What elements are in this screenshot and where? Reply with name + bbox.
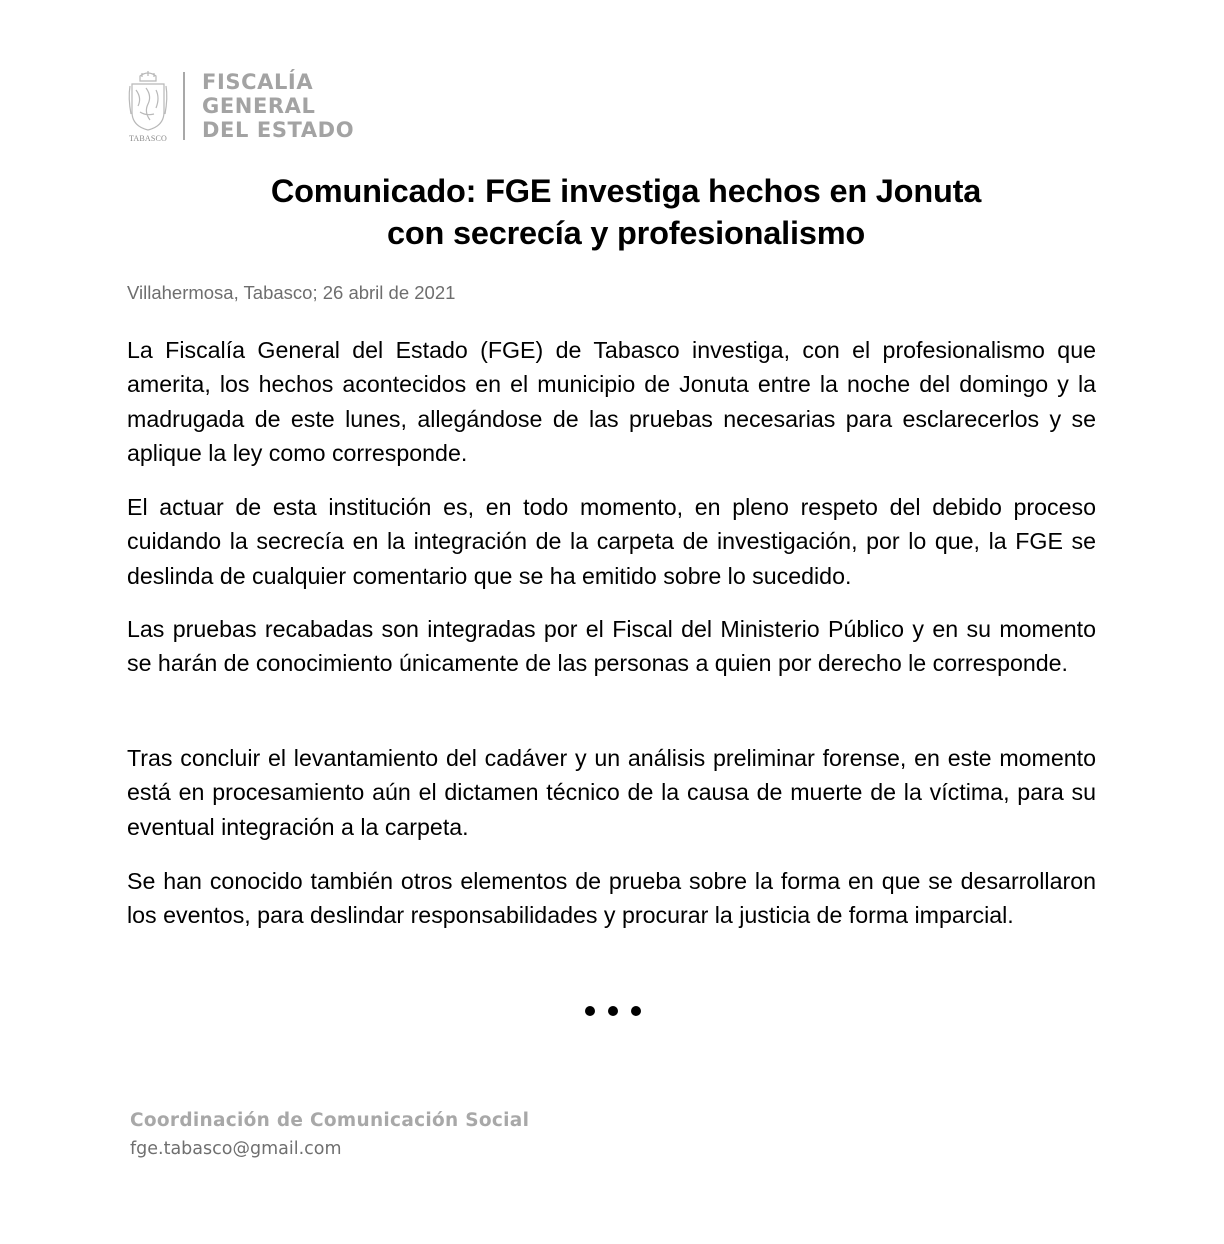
paragraph: La Fiscalía General del Estado (FGE) de Tabasco investiga, con el profesionalismo que amerita, los hechos acontecidos en el municipio de Jonuta entre la noche del domingo y la madrugada de este lunes, allegándose de las pruebas necesarias para esclarecerlos y se aplique la ley como corresponde. [127, 337, 1096, 466]
paragraph: Las pruebas recabadas son integradas por el Fiscal del Ministerio Público y en su momento se harán de conocimiento únicamente de las personas a quien por derecho le corresponde. [127, 616, 1096, 677]
tabasco-crest-icon [126, 68, 170, 144]
dateline: Villahermosa, Tabasco; 26 abril de 2021 [127, 282, 456, 303]
footer-department: Coordinación de Comunicación Social [130, 1110, 530, 1131]
paragraph: El actuar de esta institución es, en todo momento, en pleno respeto del debido proceso cuidando la secrecía en la integración de la carpeta de investigación, por lo que, la FGE se deslinda de cualquier comentario que se ha emitido sobre lo sucedido. [127, 494, 1096, 589]
paragraph: Se han conocido también otros elementos de prueba sobre la forma en que se desarrollaron los eventos, para deslindar responsabilidades y procurar la justicia de forma imparcial. [127, 868, 1096, 929]
logo-divider [183, 72, 185, 140]
document-title [0, 170, 1224, 254]
dot [585, 1006, 595, 1016]
footer-email: fge.tabasco@gmail.com [130, 1139, 342, 1159]
org-name-line: GENERAL [202, 94, 316, 118]
fge-logo [126, 68, 386, 148]
org-name [202, 70, 354, 142]
three-dots-separator-icon [585, 1006, 641, 1018]
title-line: con secrecía y profesionalismo [386, 215, 866, 251]
dot [608, 1006, 618, 1016]
title-line: Comunicado: FGE investiga hechos en Jonuta [270, 173, 982, 209]
org-name-line: FISCALÍA [202, 70, 314, 94]
crest-label: TABASCO [128, 134, 168, 143]
org-name-line: DEL ESTADO [202, 118, 355, 142]
dot [631, 1006, 641, 1016]
paragraph: Tras concluir el levantamiento del cadáver y un análisis preliminar forense, en este momento está en procesamiento aún el dictamen técnico de la causa de muerte de la víctima, para su eventual integración a la carpeta. [127, 745, 1096, 840]
